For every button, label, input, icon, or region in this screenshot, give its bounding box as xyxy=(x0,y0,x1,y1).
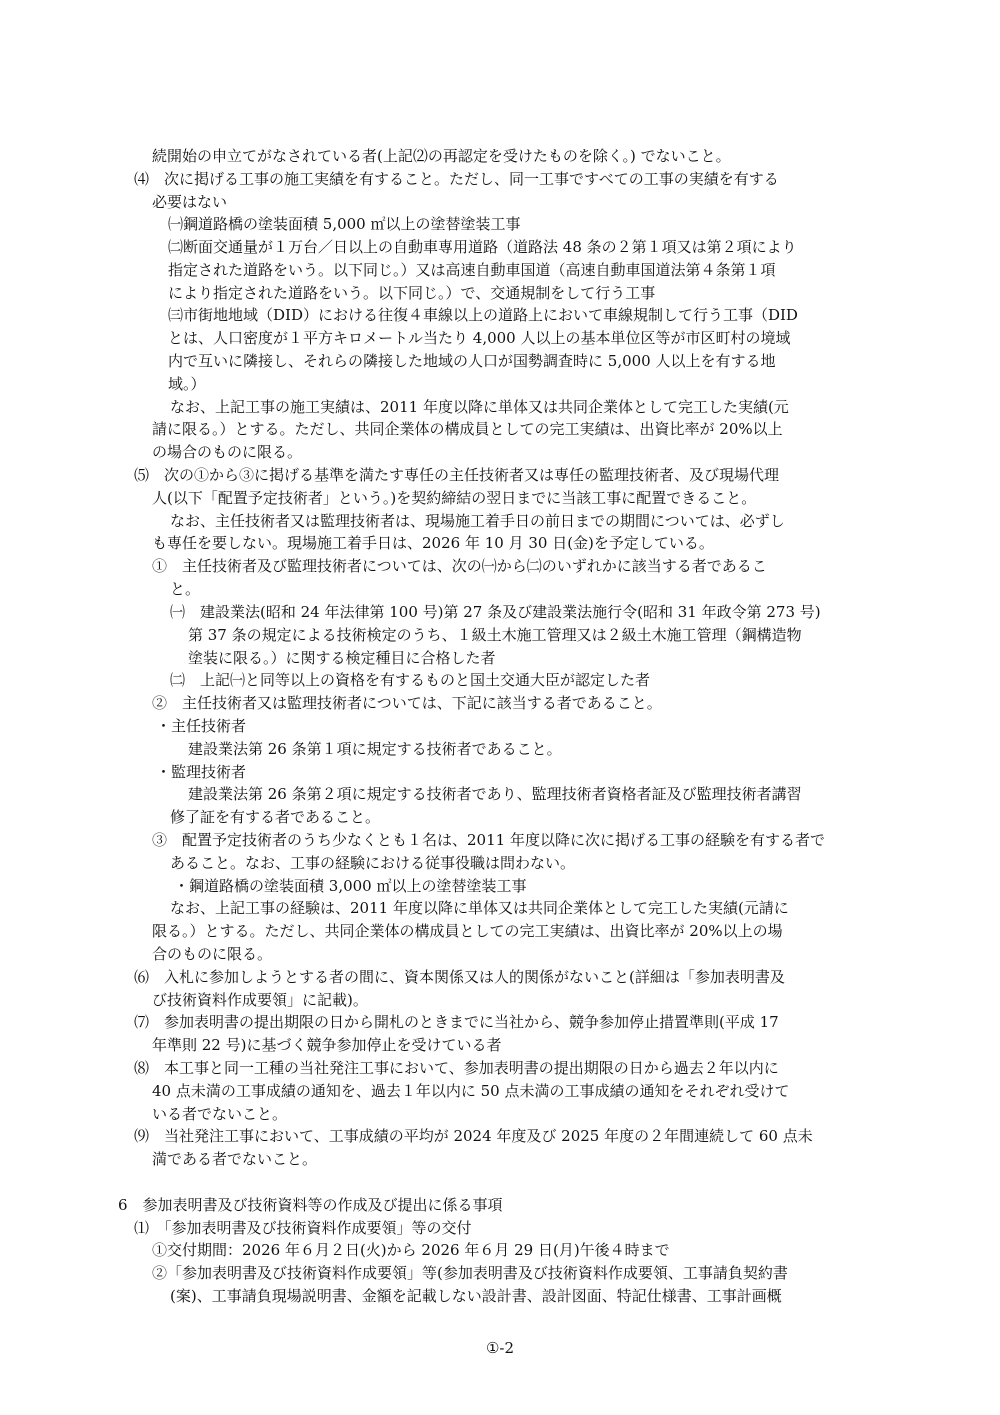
text-line: ⑼ 当社発注工事において、工事成績の平均が 2024 年度及び 2025 年度の２年間連続して 60 点未 xyxy=(134,1127,813,1145)
text-line: 請に限る。）とする。ただし、共同企業体の構成員としての完工実績は、出資比率が 20%以上 xyxy=(152,420,783,438)
text-line: ㈠ 建設業法(昭和 24 年法律第 100 号)第 27 条及び建設業法施行令(昭和 31 年政令第 273 号) xyxy=(170,603,821,621)
text-line: 指定された道路をいう。以下同じ。）又は高速自動車国道（高速自動車国道法第４条第１項 xyxy=(168,261,776,279)
page-number: ①-2 xyxy=(485,1339,515,1357)
text-line: 第 37 条の規定による技術検定のうち、１級土木施工管理又は２級土木施工管理（鋼構造物 xyxy=(188,626,802,644)
text-line: なお、主任技術者又は監理技術者は、現場施工着手日の前日までの期間については、必ずし xyxy=(170,512,785,530)
text-line: ㈢市街地地域（DID）における往復４車線以上の道路上において車線規制して行う工事（DID xyxy=(168,306,798,324)
text-line: 合のものに限る。 xyxy=(152,945,273,963)
text-line: なお、上記工事の経験は、2011 年度以降に単体又は共同企業体として完工した実績(元請に xyxy=(170,899,789,917)
text-line: の場合のものに限る。 xyxy=(152,443,303,461)
text-line: と。 xyxy=(170,580,201,598)
text-line: 満である者でないこと。 xyxy=(152,1150,318,1168)
text-line: 内で互いに隣接し、それらの隣接した地域の人口が国勢調査時に 5,000 人以上を有する地 xyxy=(168,352,776,370)
text-line: ⑻ 本工事と同一工種の当社発注工事において、参加表明書の提出期限の日から過去２年以内に xyxy=(134,1059,779,1077)
text-line: 建設業法第 26 条第２項に規定する技術者であり、監理技術者資格者証及び監理技術者講習 xyxy=(188,785,802,803)
text-line: ㈡断面交通量が１万台／日以上の自動車専用道路（道路法 48 条の２第１項又は第２項により xyxy=(168,238,797,256)
section-heading: 6 参加表明書及び技術資料等の作成及び提出に係る事項 xyxy=(118,1196,503,1214)
text-line: 限る。）とする。ただし、共同企業体の構成員としての完工実績は、出資比率が 20%以上の場 xyxy=(152,922,783,940)
text-line: ㈠鋼道路橋の塗装面積 5,000 ㎡以上の塗替塗装工事 xyxy=(168,215,521,233)
text-line: ② 主任技術者又は監理技術者については、下記に該当する者であること。 xyxy=(152,694,662,712)
text-line: ① 主任技術者及び監理技術者については、次の㈠から㈡のいずれかに該当する者であるこ xyxy=(152,557,767,575)
text-line: ・主任技術者 xyxy=(156,717,247,735)
text-line: ⑸ 次の①から③に掲げる基準を満たす専任の主任技術者又は専任の監理技術者、及び現場代理 xyxy=(134,466,780,484)
text-line: とは、人口密度が１平方キロメートル当たり 4,000 人以上の基本単位区等が市区町村の境域 xyxy=(168,329,791,347)
text-line: 必要はない xyxy=(152,193,228,211)
text-line: 建設業法第 26 条第１項に規定する技術者であること。 xyxy=(188,740,562,758)
text-line: (案)、工事請負現場説明書、金額を記載しない設計書、設計図面、特記仕様書、工事計画概 xyxy=(170,1287,782,1305)
text-line: ③ 配置予定技術者のうち少なくとも１名は、2011 年度以降に次に掲げる工事の経験を有する者で xyxy=(152,831,825,849)
text-line: ・監理技術者 xyxy=(156,763,247,781)
text-line: 修了証を有する者であること。 xyxy=(170,808,381,826)
text-line: ㈡ 上記㈠と同等以上の資格を有するものと国土交通大臣が認定した者 xyxy=(170,671,651,689)
text-line: ②「参加表明書及び技術資料作成要領」等(参加表明書及び技術資料作成要領、工事請負契約書 xyxy=(152,1264,788,1282)
text-line: 域。） xyxy=(168,375,206,393)
text-line: び技術資料作成要領」に記載)。 xyxy=(152,991,368,1009)
text-line: により指定された道路をいう。以下同じ。）で、交通規制をして行う工事 xyxy=(168,284,656,302)
text-line: ⑺ 参加表明書の提出期限の日から開札のときまでに当社から、競争参加停止措置準則(平成 17 xyxy=(134,1013,779,1031)
text-line: ⑷ 次に掲げる工事の施工実績を有すること。ただし、同一工事ですべての工事の実績を有する xyxy=(134,170,779,188)
text-line: 40 点未満の工事成績の通知を、過去１年以内に 50 点未満の工事成績の通知をそれぞれ受けて xyxy=(152,1082,790,1100)
text-line: ⑴ 「参加表明書及び技術資料作成要領」等の交付 xyxy=(134,1219,472,1237)
text-line: 年準則 22 号)に基づく競争参加停止を受けている者 xyxy=(152,1036,502,1054)
text-line: も専任を要しない。現場施工着手日は、2026 年 10 月 30 日(金)を予定している。 xyxy=(152,534,714,552)
text-line: あること。なお、工事の経験における従事役職は問わない。 xyxy=(170,854,576,872)
text-line: 人(以下「配置予定技術者」という。)を契約締結の翌日までに当該工事に配置できること。 xyxy=(152,489,757,507)
text-line: なお、上記工事の施工実績は、2011 年度以降に単体又は共同企業体として完工した実績(元 xyxy=(170,398,789,416)
text-line: ①交付期間：2026 年６月２日(火)から 2026 年６月 29 日(月)午後４時まで xyxy=(152,1241,670,1259)
text-line: 続開始の申立てがなされている者(上記⑵の再認定を受けたものを除く。) でないこと。 xyxy=(152,147,731,165)
text-line: ・鋼道路橋の塗装面積 3,000 ㎡以上の塗替塗装工事 xyxy=(174,877,527,895)
text-line: ⑹ 入札に参加しようとする者の間に、資本関係又は人的関係がないこと(詳細は「参加表明書及 xyxy=(134,968,785,986)
text-line: いる者でないこと。 xyxy=(152,1105,288,1123)
text-line: 塗装に限る。）に関する検定種目に合格した者 xyxy=(188,649,496,667)
